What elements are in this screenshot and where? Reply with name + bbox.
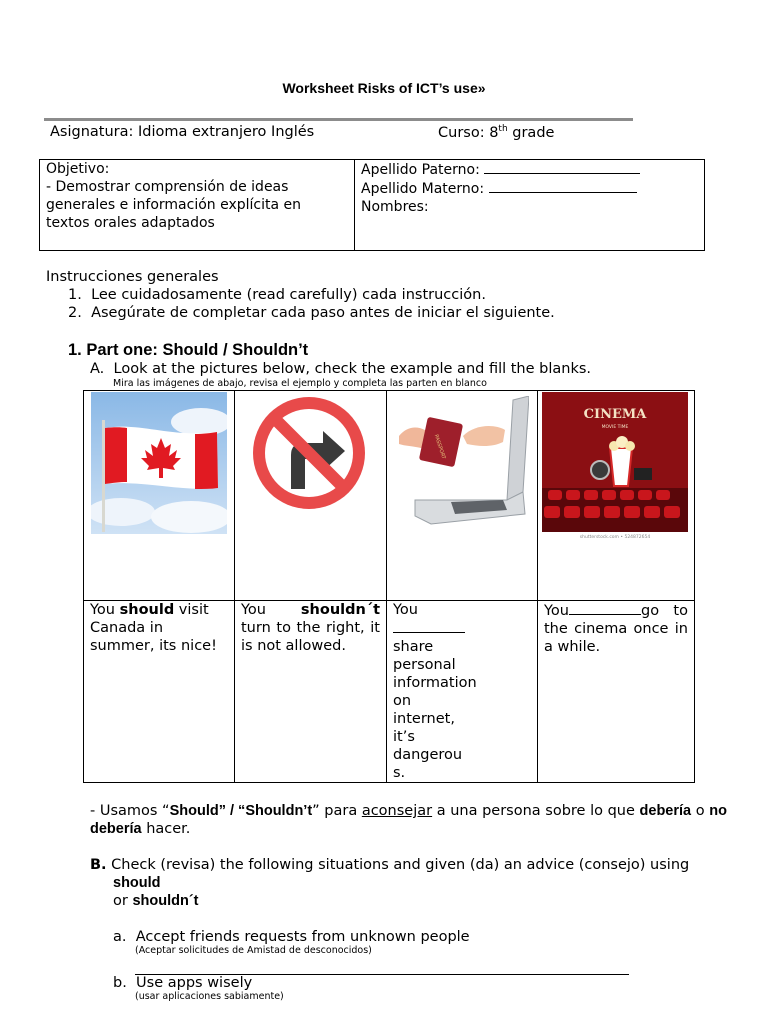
step-a-instruction: A. Look at the pictures below, check the example and fill the blanks. <box>90 361 592 377</box>
example-should-cell: You should visit Canada in summer, its nice! <box>84 601 235 783</box>
pictures-table <box>83 390 695 783</box>
instruction-item: 2. Asegúrate de completar cada paso antes de iniciar el siguiente. <box>68 305 555 321</box>
part-b-instruction: B. Check (revisa) the following situations and given (da) an advice (consejo) using should or shouldn´t <box>90 857 690 909</box>
situation-item: a. Accept friends requests from unknown people (Aceptar solicitudes de Amistad de desconocidos) <box>113 929 470 956</box>
maternal-surname-field[interactable]: Apellido Materno: <box>361 179 698 198</box>
instructions-heading: Instrucciones generales <box>46 269 219 285</box>
objective-label: Objetivo: <box>46 161 110 177</box>
objective-cell <box>40 160 355 251</box>
answer-blank[interactable] <box>393 619 465 633</box>
cinema-credit: shutterstock.com • 524872654 <box>579 535 651 540</box>
cinema-cell <box>538 391 695 601</box>
passport-laptop-image <box>391 396 529 536</box>
no-right-turn-cell <box>235 391 387 601</box>
paternal-surname-field[interactable]: Apellido Paterno: <box>361 160 698 179</box>
passport-laptop-cell <box>387 391 538 601</box>
example-shouldnt-cell: You shouldn´t turn to the right, it is not allowed. <box>235 601 387 783</box>
passport-label: PASSPORT <box>432 433 447 460</box>
cinema-image <box>542 392 688 542</box>
worksheet-title: Worksheet Risks of ICT’s use» <box>282 80 486 96</box>
step-a-note: Mira las imágenes de abajo, revisa el ejemplo y completa las parten en blanco <box>113 378 487 389</box>
part-one-heading: 1. Part one: Should / Shouldn’t <box>68 341 309 359</box>
course-label: Curso: 8th grade <box>438 124 555 141</box>
student-info-table <box>39 159 705 251</box>
objective-text: - Demostrar comprensión de ideas generales e información explícita en textos orales adaptados <box>46 179 302 231</box>
cinema-subtitle: MOVIE TIME <box>601 425 629 430</box>
canada-flag-cell <box>84 391 235 601</box>
fill-blank-cell-4: You go to the cinema once in a while. <box>538 601 695 783</box>
no-right-turn-sign <box>243 393 375 513</box>
subject-label: Asignatura: Idioma extranjero Inglés <box>50 124 315 140</box>
situation-item: b. Use apps wisely (usar aplicaciones sabiamente) <box>113 975 284 1002</box>
fill-blank-cell-3: You share personal information on internet, it’s dangerou s. <box>387 601 538 783</box>
instruction-item: 1. Lee cuidadosamente (read carefully) cada instrucción. <box>68 287 486 303</box>
usage-explanation: - Usamos “Should” / “Shouldn’t” para aconsejar a una persona sobre lo que debería o no debería hacer. <box>90 803 727 837</box>
student-fields-cell <box>355 160 705 251</box>
cinema-sign: CINEMA <box>583 407 647 422</box>
canada-flag-image <box>91 392 227 534</box>
answer-blank[interactable] <box>569 601 641 615</box>
header-divider <box>44 118 633 121</box>
names-field[interactable]: Nombres: <box>361 199 429 215</box>
